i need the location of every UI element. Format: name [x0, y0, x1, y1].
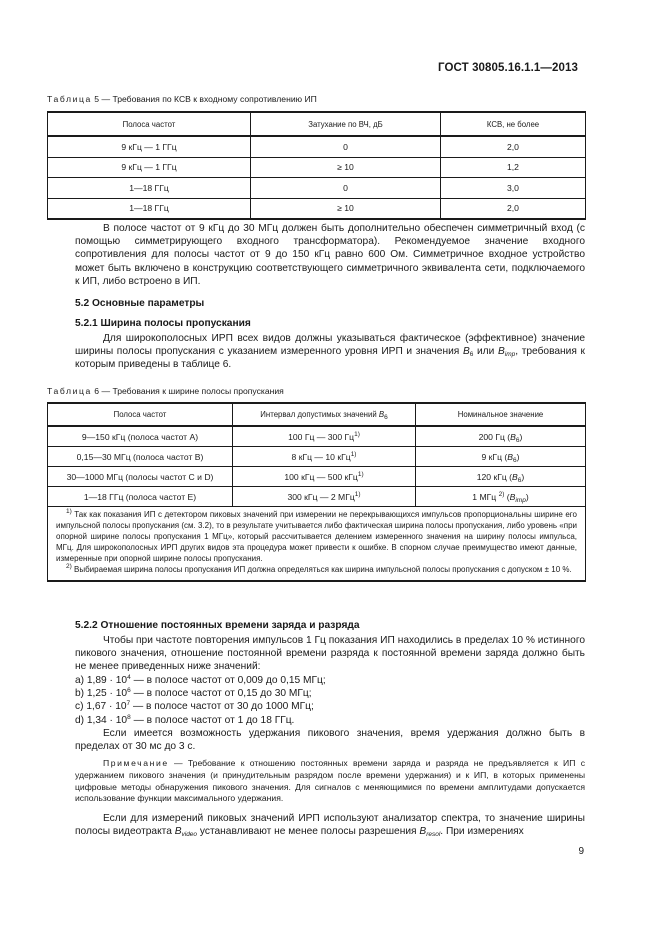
table6	[47, 402, 586, 582]
footnote-mark: 1)	[357, 470, 364, 478]
list-item	[75, 700, 326, 713]
table-cell: 0,15—30 МГц (полоса частот В)	[48, 447, 233, 467]
footnote-mark: 1)	[354, 490, 361, 498]
table6-caption-text: 6 — Требования к ширине полосы пропускания	[91, 386, 284, 396]
footnote-2	[56, 562, 577, 576]
paragraph-spectrum-analyzer	[75, 812, 585, 838]
footnote-text: Выбираемая ширина полосы пропускания ИП должна определяться как ширина импульсной полосы пропускания с допуском ± 10 %.	[71, 564, 572, 574]
table-cell	[233, 426, 416, 447]
cell-text: )	[516, 451, 520, 462]
table-row	[48, 178, 586, 199]
table5-header-cell: Полоса частот	[48, 112, 251, 136]
table6-header-row	[48, 403, 586, 426]
subscript: 6	[513, 456, 517, 464]
paragraph-balanced-input	[75, 222, 585, 288]
table-cell: 1—18 ГГц (полоса частот Е)	[48, 487, 233, 507]
list-text: d) 1,34 · 10	[75, 714, 128, 726]
cell-text: (	[504, 491, 510, 502]
symbol-b: B	[512, 471, 518, 482]
subscript: 6	[515, 436, 520, 444]
table-row	[48, 447, 586, 467]
table-cell: 9—150 кГц (полоса частот А)	[48, 426, 233, 447]
table-cell: 0	[251, 136, 441, 157]
footnote-text: Так как показания ИП с детектором пиковых значений при измерении не перекрывающихся импульсов пропорциональны ширине его импульсной полосы пропускания (см. 3.2), то в результате учитывается либо фактическая ширина полосы пропускания, либо уровень «при опорной ширине полосы пропускания 1 МГц», который рассчитывается делением измеренного значения на ширину полосы импульса, МГц. Для широкополосных ИРП других видов эта процедура может привести к ошибке. В спорном случае преимущество имеют данные, измеренные при опорной ширине полосы пропускания.	[56, 510, 578, 563]
table6-caption-word: Таблица	[47, 386, 92, 396]
paragraph-text: Если имеется возможность удержания пикового значения, время удержания должно быть в пределах от 30 мс до 3 с.	[75, 728, 585, 753]
subscript: 6	[384, 414, 388, 421]
symbol-b: B	[510, 431, 516, 442]
paragraph-text	[75, 812, 585, 838]
cell-text: )	[521, 471, 525, 482]
cell-text: )	[525, 491, 529, 502]
section-heading-5-2-2: 5.2.2 Отношение постоянных времени заряда и разряда	[75, 620, 360, 631]
list-text: — в полосе частот от 0,15 до 30 МГц;	[130, 688, 312, 700]
paragraph-text: Чтобы при частоте повторения импульсов 1 Гц показания ИП находились в пределах 10 % истинного пикового значения, отношение постоянной времени разряда к постоянной времени заряда должно быть не менее приведенных ниже значений:	[75, 635, 585, 673]
list-item	[75, 674, 326, 687]
table5-header-cell: Затухание по ВЧ, дБ	[251, 112, 441, 136]
table-cell: 2,0	[441, 136, 586, 157]
table-cell	[233, 447, 416, 467]
footnote-mark: 2)	[498, 490, 505, 498]
table-cell	[233, 467, 416, 487]
table-cell	[416, 487, 586, 507]
cell-text: 8 кГц — 10 кГц	[291, 451, 351, 462]
note-text: — Требование к отношению постоянных времени заряда и разряда не предъявляется к ИП с удержанием пикового значения (и принудительным разрядом после времени удержания) и к ИП, в которых применены цифровые методы обнаружения пикового значения. Для сигналов с меняющимися по времени амплитудами допускается использование функции максимального удержания.	[75, 758, 585, 804]
table-cell: ≥ 10	[251, 157, 441, 178]
footnote-mark: 2)	[66, 562, 72, 570]
text-span: . При измерениях	[440, 826, 524, 838]
cell-text: )	[519, 431, 523, 442]
subscript: imp	[515, 496, 526, 504]
table-cell: 3,0	[441, 178, 586, 199]
table-cell: 9 кГц — 1 ГГц	[48, 157, 251, 178]
table-row	[48, 487, 586, 507]
table-cell	[233, 487, 416, 507]
symbol-b: B	[174, 826, 182, 838]
header-text: Интервал допустимых значений	[260, 410, 377, 419]
section-heading-5-2: 5.2 Основные параметры	[75, 298, 205, 309]
subscript: 6	[469, 351, 474, 359]
exponent: 8	[127, 713, 131, 721]
table6-notes	[48, 507, 586, 582]
paragraph-time-constants	[75, 634, 585, 674]
list-text: — в полосе частот от 1 до 18 ГГц.	[130, 714, 295, 726]
text-span: , требования к которым приведены в таблице 6.	[75, 346, 585, 371]
table-cell: 1,2	[441, 157, 586, 178]
list-item	[75, 714, 326, 727]
note-block	[75, 758, 585, 805]
footnote-mark: 1)	[66, 508, 72, 515]
subscript: resol	[426, 831, 441, 839]
table-cell: 1—18 ГГц	[48, 198, 251, 219]
table6-header-cell: Полоса частот	[48, 403, 233, 426]
list-text: — в полосе частот от 0,009 до 0,15 МГц;	[130, 675, 326, 686]
cell-text: 200 Гц (	[478, 431, 511, 442]
table-row	[48, 198, 586, 219]
table-row	[48, 467, 586, 487]
ratio-list	[75, 674, 326, 727]
note-paragraph	[75, 758, 585, 805]
table-row	[48, 136, 586, 157]
list-text: a) 1,89 · 10	[75, 675, 128, 686]
subscript: video	[181, 831, 198, 839]
table5-caption-word: Таблица	[47, 94, 92, 104]
list-item	[75, 687, 326, 700]
table5-caption-text: 5 — Требования по КСВ к входному сопротивлению ИП	[91, 94, 317, 104]
table-cell: 1—18 ГГц	[48, 178, 251, 199]
table5-header-cell: КСВ, не более	[441, 112, 586, 136]
symbol-b: B	[419, 826, 427, 838]
table6-header-cell: Номинальное значение	[416, 403, 586, 426]
subscript: 6	[517, 476, 522, 484]
cell-text: 300 кГц — 2 МГц	[287, 491, 355, 502]
cell-text: 100 Гц — 300 Гц	[288, 431, 355, 442]
table5-caption	[47, 94, 317, 104]
paragraph-bandwidth	[75, 332, 585, 372]
cell-text: 100 кГц — 500 кГц	[284, 471, 358, 482]
symbol-b: B	[507, 451, 513, 462]
table-cell	[416, 426, 586, 447]
table6-notes-row	[48, 507, 586, 582]
table-cell: 2,0	[441, 198, 586, 219]
text-span: Для широкополосных ИРП всех видов должны указываться фактическое (эффективное) значение ширины полосы пропускания с указанием измеренного уровня ИРП и значения	[75, 333, 585, 358]
standard-header: ГОСТ 30805.16.1.1—2013	[438, 62, 578, 74]
text-span: или	[473, 346, 498, 358]
text-span: Если для измерений пиковых значений ИРП используют анализатор спектра, то значение ширины полосы видеотракта	[75, 813, 585, 838]
symbol-b: B	[497, 346, 505, 358]
table-cell: 30—1000 МГц (полосы частот С и D)	[48, 467, 233, 487]
note-label: Примечание	[103, 758, 169, 768]
paragraph-hold-time	[75, 727, 585, 753]
symbol-b: B	[509, 491, 516, 502]
cell-text: 9 кГц (	[481, 451, 508, 462]
text-span: устанавливают не менее полосы разрешения	[197, 826, 420, 838]
table-cell: 0	[251, 178, 441, 199]
table-cell: ≥ 10	[251, 198, 441, 219]
exponent: 4	[127, 674, 131, 681]
exponent: 7	[126, 700, 131, 708]
table-row	[48, 157, 586, 178]
section-heading-5-2-1: 5.2.1 Ширина полосы пропускания	[75, 318, 251, 329]
page-number: 9	[578, 846, 584, 857]
table-cell: 9 кГц — 1 ГГц	[48, 136, 251, 157]
cell-text: 120 кГц (	[476, 471, 513, 482]
list-text: — в полосе частот от 30 до 1000 МГц;	[130, 701, 314, 713]
footnote-mark: 1)	[354, 430, 360, 438]
symbol-b: B	[462, 346, 470, 358]
subscript: imp	[504, 351, 516, 359]
table-row	[48, 426, 586, 447]
footnote-1	[56, 510, 577, 565]
symbol-b: B	[378, 410, 385, 419]
table6-caption	[47, 386, 284, 396]
exponent: 6	[127, 687, 131, 695]
table5	[47, 111, 586, 220]
cell-text: 1 МГц	[472, 491, 499, 502]
table-cell	[416, 447, 586, 467]
paragraph-text	[75, 332, 585, 372]
table-cell	[416, 467, 586, 487]
paragraph-text: В полосе частот от 9 кГц до 30 МГц должен быть дополнительно обеспечен симметричный вход (с помощью симметрирующего входного трансформатора). Рекомендуемое значение входного сопротивления для полосы частот от 9 до 150 кГц равно 600 Ом. Симметричное входное устройство может быть включено в конструкцию соответствующего симметричного эквивалента сети, подключаемого к ИП, либо встроено в ИП.	[75, 223, 585, 287]
list-text: c) 1,67 · 10	[75, 701, 127, 713]
list-text: b) 1,25 · 10	[75, 688, 128, 700]
footnote-mark: 1)	[350, 450, 357, 458]
table5-header-row	[48, 112, 586, 136]
table6-header-cell	[233, 403, 416, 426]
